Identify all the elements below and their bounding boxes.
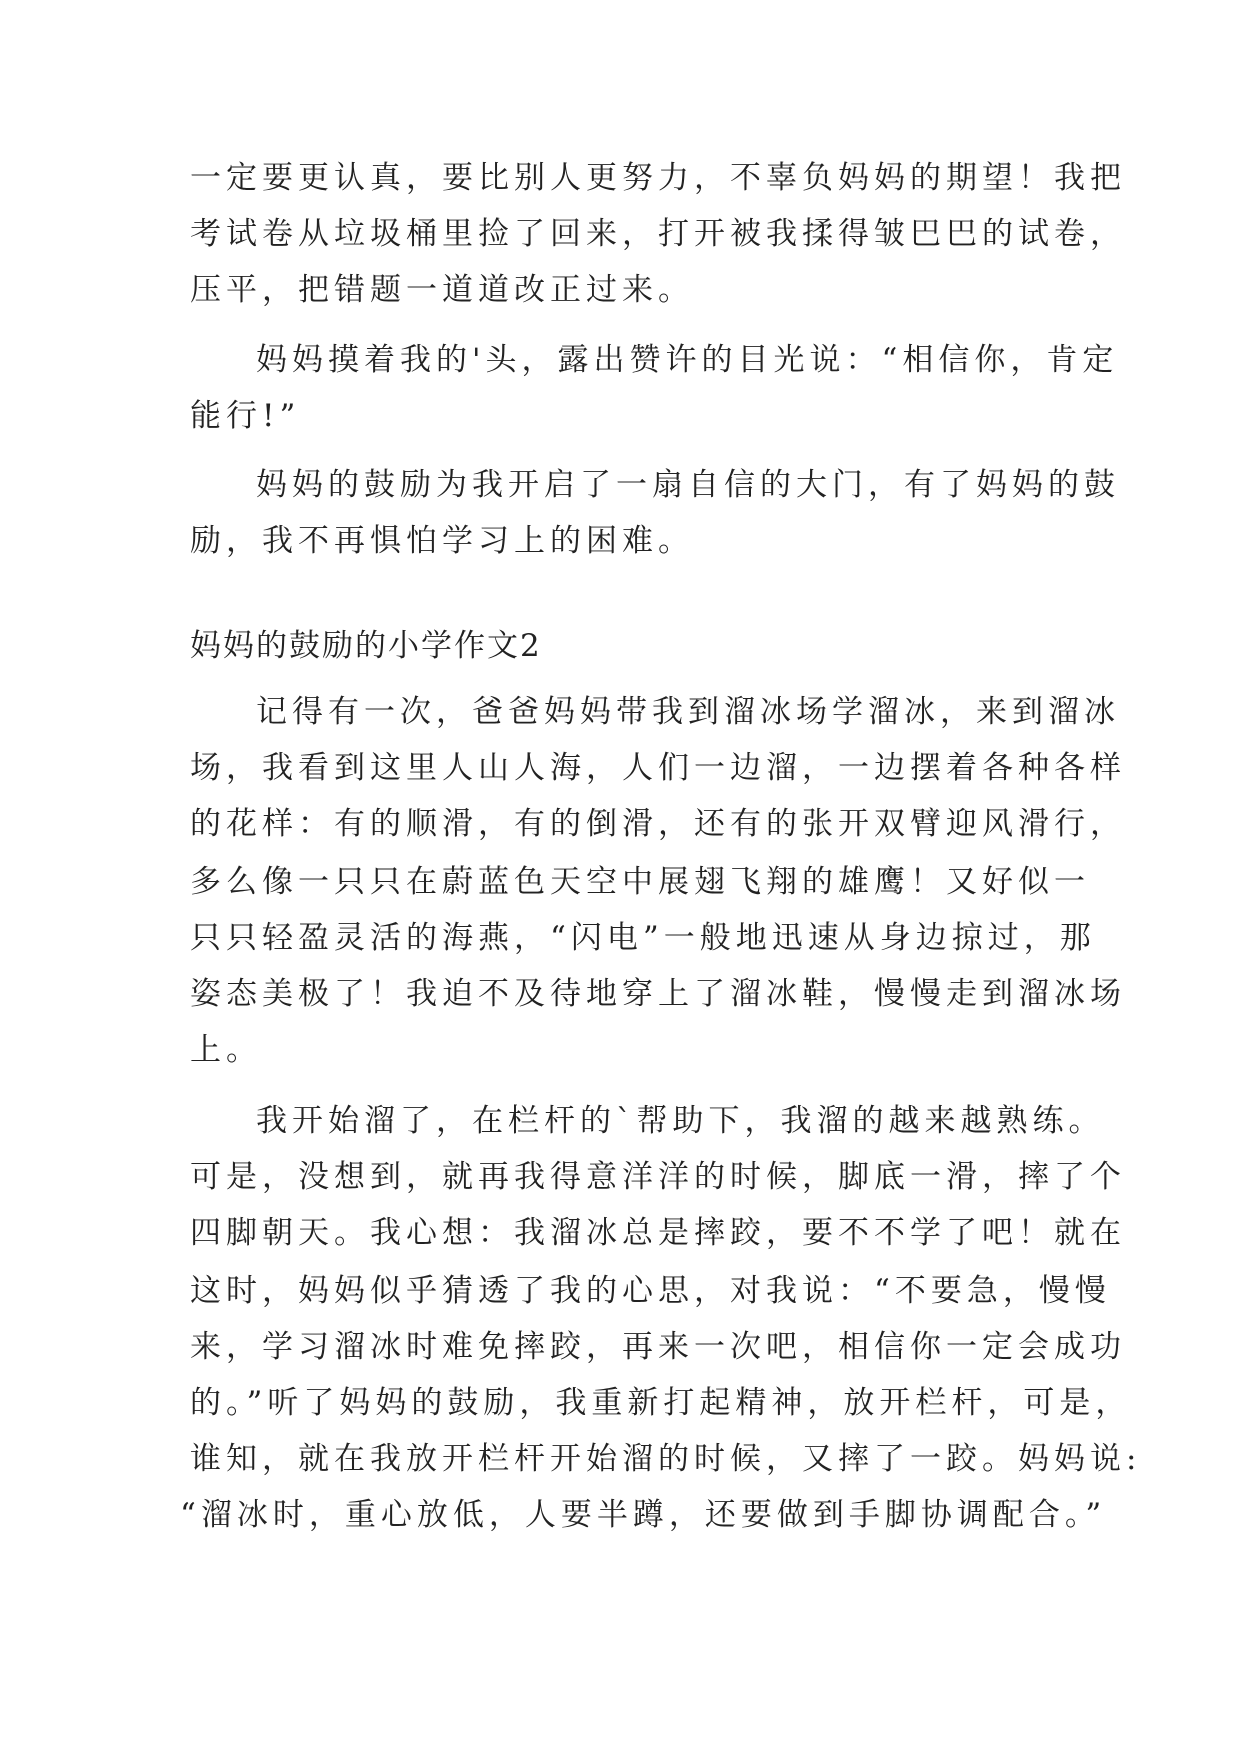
text-line: 的花样：有的顺滑，有的倒滑，还有的张开双臂迎风滑行， — [190, 806, 1126, 842]
text-line: 的。”听了妈妈的鼓励，我重新打起精神，放开栏杆，可是， — [190, 1385, 1132, 1421]
text-line: 谁知，就在我放开栏杆开始溜的时候，又摔了一跤。妈妈说: — [190, 1441, 1142, 1477]
text-line: 妈妈摸着我的'头，露出赞许的目光说：“相信你，肯定 — [256, 342, 1119, 378]
text-line: “溜冰时，重心放低，人要半蹲，还要做到手脚协调配合。” — [180, 1497, 1107, 1533]
text-line: 场，我看到这里人山人海，人们一边溜，一边摆着各种各样 — [190, 750, 1126, 786]
text-line: 四脚朝天。我心想：我溜冰总是摔跤，要不不学了吧！就在 — [190, 1215, 1126, 1251]
text-line: 励，我不再惧怕学习上的困难。 — [190, 523, 694, 559]
text-line: 记得有一次，爸爸妈妈带我到溜冰场学溜冰，来到溜冰 — [256, 694, 1120, 730]
text-line: 一定要更认真，要比别人更努力，不辜负妈妈的期望！我把 — [190, 160, 1126, 196]
text-line: 来，学习溜冰时难免摔跤，再来一次吧，相信你一定会成功 — [190, 1329, 1126, 1365]
text-line: 这时，妈妈似乎猜透了我的心思，对我说：“不要急，慢慢 — [190, 1273, 1111, 1309]
text-line: 妈妈的鼓励为我开启了一扇自信的大门，有了妈妈的鼓 — [256, 467, 1120, 503]
text-line: 可是，没想到，就再我得意洋洋的时候，脚底一滑，摔了个 — [190, 1159, 1126, 1195]
text-line: 考试卷从垃圾桶里捡了回来，打开被我揉得皱巴巴的试卷， — [190, 216, 1126, 252]
text-line: 多么像一只只在蔚蓝色天空中展翅飞翔的雄鹰！又好似一 — [190, 864, 1090, 900]
text-line: 姿态美极了！我迫不及待地穿上了溜冰鞋，慢慢走到溜冰场 — [190, 976, 1126, 1012]
text-line: 能行!” — [190, 398, 301, 434]
text-line: 我开始溜了，在栏杆的`帮助下，我溜的越来越熟练。 — [256, 1103, 1105, 1139]
text-line: 上。 — [190, 1032, 262, 1068]
text-line: 只只轻盈灵活的海燕，“闪电”一般地迅速从身边掠过，那 — [190, 920, 1096, 956]
text-line: 压平，把错题一道道改正过来。 — [190, 272, 694, 308]
section-heading: 妈妈的鼓励的小学作文2 — [190, 628, 542, 664]
